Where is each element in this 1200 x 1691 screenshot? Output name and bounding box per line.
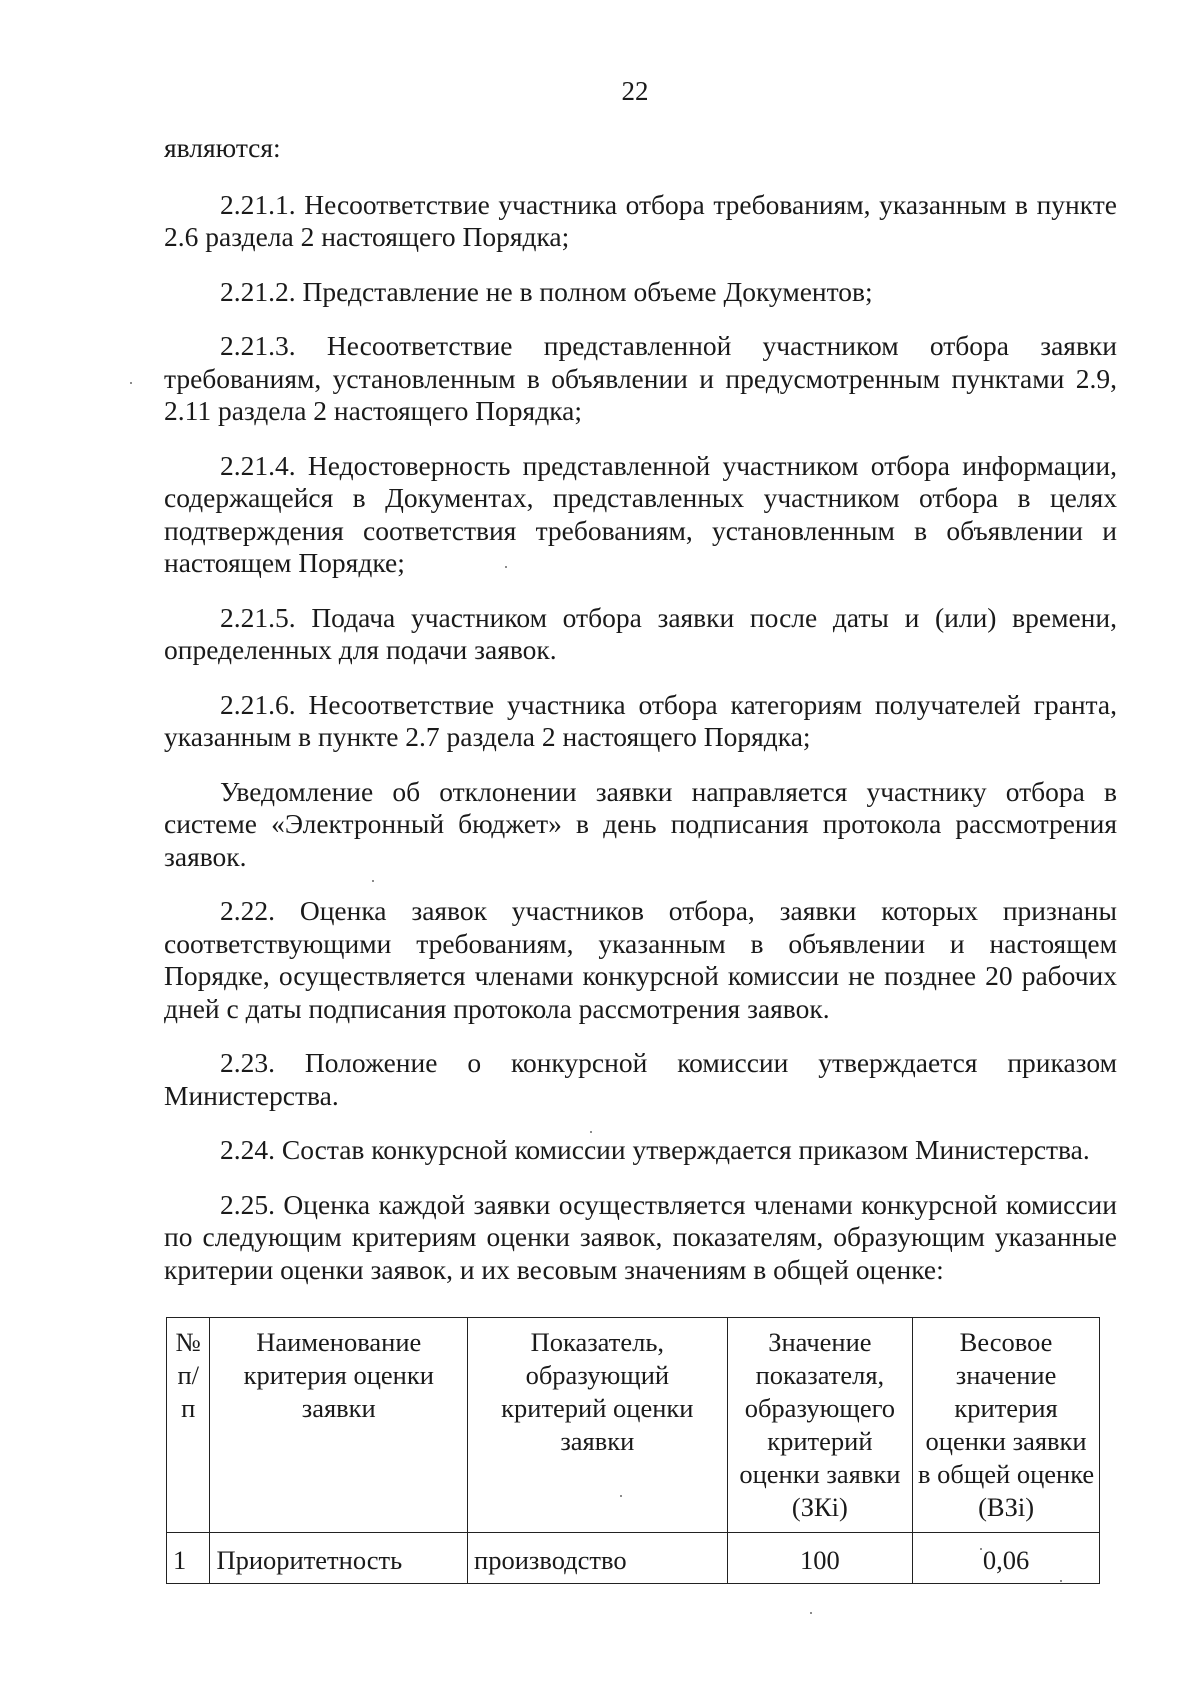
cell-weight: 0,06 [913, 1533, 1100, 1584]
header-indicator-value: Значение показателя, образующего критерий оценки заявки (ЗКi) [727, 1318, 913, 1533]
scan-speck [1060, 1580, 1062, 1582]
cell-indicator: производство [468, 1533, 728, 1584]
header-number: № п/п [167, 1318, 210, 1533]
paragraph-2-22: 2.22. Оценка заявок участников отбора, заявки которых признаны соответствующими требованиям, указанным в объявлении и настоящем Порядке, осуществляется членами конкурсной комиссии не позднее 20 рабочих дней с даты подписания протокола рассмотрения заявок. [164, 895, 1117, 1024]
document-body [164, 132, 1117, 1302]
paragraph-intro: являются: [164, 132, 281, 163]
scan-speck [810, 1612, 812, 1614]
header-criterion-name: Наименование критерия оценки заявки [210, 1318, 468, 1533]
cell-indicator-value: 100 [727, 1533, 913, 1584]
cell-criterion-name: Приоритетность [210, 1533, 468, 1584]
scan-speck [980, 1548, 982, 1550]
header-indicator: Показатель, образующий критерий оценки заявки [468, 1318, 728, 1533]
paragraph-2-21-5: 2.21.5. Подача участником отбора заявки после даты и (или) времени, определенных для подачи заявок. [164, 601, 1117, 665]
scan-speck [372, 880, 374, 882]
scan-speck [590, 1131, 592, 1133]
scan-speck [130, 382, 132, 384]
paragraph-2-23: 2.23. Положение о конкурсной комиссии утверждается приказом Министерства. [164, 1047, 1117, 1111]
scan-speck [505, 566, 507, 568]
header-weight: Весовое значение критерия оценки заявки в общей оценке (ВЗi) [913, 1318, 1100, 1533]
paragraph-2-21-2: 2.21.2. Представление не в полном объеме Документов; [220, 275, 873, 307]
paragraph-2-21-6: 2.21.6. Несоответствие участника отбора категориям получателей гранта, указанным в пункте 2.7 раздела 2 настоящего Порядка; [164, 688, 1117, 752]
cell-number: 1 [167, 1533, 210, 1584]
paragraph-2-24: 2.24. Состав конкурсной комиссии утверждается приказом Министерства. [220, 1134, 1090, 1165]
table-header-row [167, 1318, 1100, 1533]
paragraph-2-21-4: 2.21.4. Недостоверность представленной участником отбора информации, содержащейся в Документах, представленных участником отбора в целях подтверждения соответствия требованиям, установленным в объявлении и настоящем Порядке; [164, 449, 1117, 578]
scan-speck [620, 1495, 622, 1497]
paragraph-2-25: 2.25. Оценка каждой заявки осуществляется членами конкурсной комиссии по следующим критериям оценки заявок, показателям, образующим указанные критерии оценки заявок, и их весовым значениям в общей оценке: [164, 1188, 1117, 1285]
paragraph-2-21-3: 2.21.3. Несоответствие представленной участником отбора заявки требованиям, установленным в объявлении и предусмотренным пунктами 2.9, 2.11 раздела 2 настоящего Порядка; [164, 330, 1117, 426]
criteria-table [166, 1317, 1100, 1584]
paragraph-notification: Уведомление об отклонении заявки направляется участнику отбора в системе «Электронный бюджет» в день подписания протокола рассмотрения заявок. [164, 775, 1117, 872]
table-row [167, 1533, 1100, 1584]
paragraph-2-21-1: 2.21.1. Несоответствие участника отбора требованиям, указанным в пункте 2.6 раздела 2 настоящего Порядка; [164, 188, 1117, 252]
page-number: 22 [621, 76, 649, 106]
